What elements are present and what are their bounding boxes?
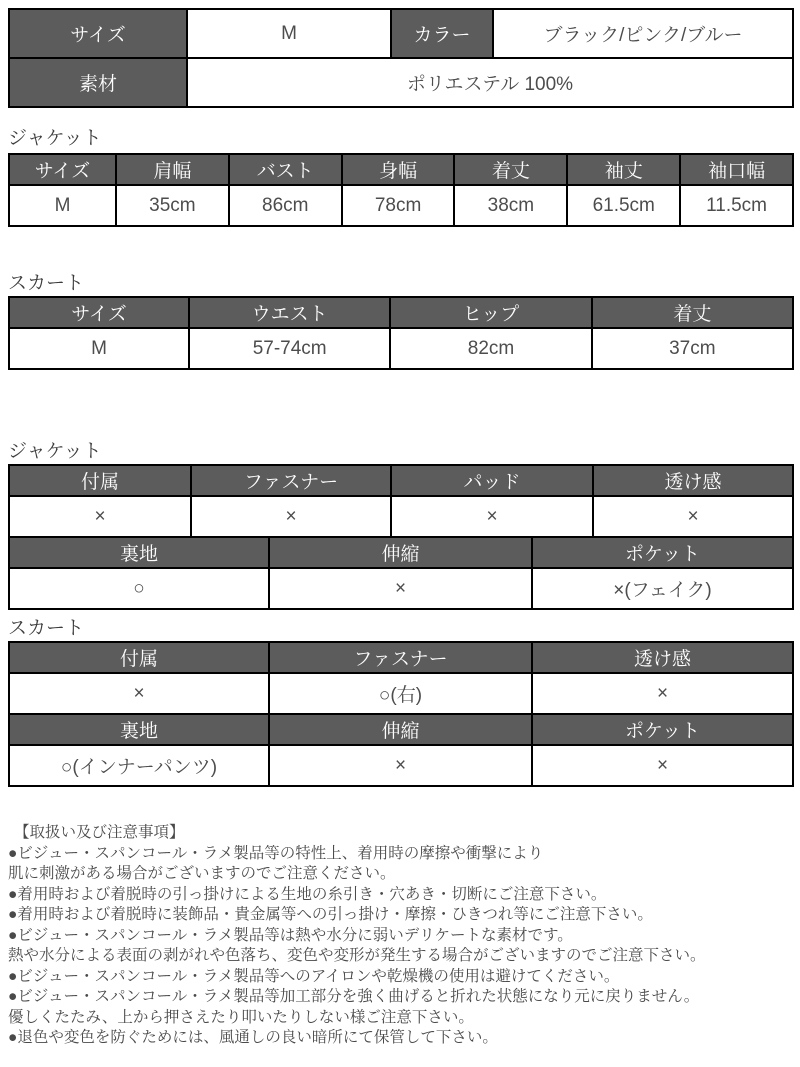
color-header-cell: カラー [391, 9, 493, 58]
header-cell: ポケット [532, 714, 793, 745]
data-cell: ○(インナーパンツ) [9, 745, 269, 786]
header-cell: ウエスト [189, 297, 390, 328]
color-value-cell: ブラック/ピンク/ブルー [493, 9, 793, 58]
jacket-size-table [8, 153, 794, 227]
care-note-line: 優しくたたみ、上から押さえたり叩いたりしない様ご注意下さい。 [8, 1008, 474, 1026]
care-note-line: 熱や水分による表面の剥がれや色落ち、変色や変形が発生する場合がございますのでご注意下さい。 [8, 947, 706, 964]
data-cell: × [9, 496, 191, 537]
header-cell: 肩幅 [116, 154, 229, 185]
care-note-line: ●着用時および着脱時の引っ掛けによる生地の糸引き・穴あき・切断にご注意下さい。 [8, 885, 607, 903]
table-row [9, 745, 793, 786]
jacket-details-section-label: ジャケット [8, 441, 102, 462]
skirt-size-table [8, 296, 794, 370]
header-cell: サイズ [9, 297, 189, 328]
care-notes [8, 823, 793, 1049]
data-cell: 61.5cm [567, 185, 680, 226]
data-cell: 11.5cm [680, 185, 793, 226]
product-info-table [8, 8, 794, 108]
material-header-cell: 素材 [9, 58, 187, 107]
table-row [9, 568, 793, 609]
data-cell: M [9, 328, 189, 369]
data-cell: M [9, 185, 116, 226]
size-header-cell: サイズ [9, 9, 187, 58]
data-cell: ○(右) [269, 673, 532, 714]
data-cell: 37cm [592, 328, 793, 369]
header-cell: 着丈 [454, 154, 567, 185]
care-notes-title: 【取扱い及び注意事項】 [14, 824, 185, 841]
data-cell: × [269, 568, 532, 609]
table-row [9, 58, 793, 107]
jacket-details-table [8, 464, 794, 538]
header-cell: ファスナー [191, 465, 391, 496]
table-row [9, 537, 793, 568]
table-row [9, 328, 793, 369]
data-cell: × [391, 496, 593, 537]
care-note-line: ●ビジュー・スパンコール・ラメ製品等へのアイロンや乾燥機の使用は避けてください。 [8, 967, 620, 985]
size-value-cell: M [187, 9, 391, 58]
header-cell: 伸縮 [269, 537, 532, 568]
care-note-line: ●着用時および着脱時に装飾品・貴金属等への引っ掛け・摩擦・ひきつれ等にご注意下さい。 [8, 906, 653, 923]
skirt-details-section-label: スカート [8, 618, 85, 639]
material-value-cell: ポリエステル 100% [187, 58, 793, 107]
header-cell: ヒップ [390, 297, 591, 328]
table-row [9, 9, 793, 58]
table-row [9, 642, 793, 673]
table-row [9, 185, 793, 226]
header-cell: サイズ [9, 154, 116, 185]
table-row [9, 714, 793, 745]
skirt-size-section-label: スカート [8, 273, 85, 294]
header-cell: ファスナー [269, 642, 532, 673]
table-row [9, 465, 793, 496]
table-row [9, 297, 793, 328]
header-cell: ポケット [532, 537, 793, 568]
data-cell: × [269, 745, 532, 786]
care-note-line: ●ビジュー・スパンコール・ラメ製品等は熱や水分に弱いデリケートな素材です。 [8, 926, 573, 944]
header-cell: 裏地 [9, 714, 269, 745]
header-cell: 着丈 [592, 297, 793, 328]
header-cell: バスト [229, 154, 342, 185]
data-cell: × [9, 673, 269, 714]
data-cell: × [532, 673, 793, 714]
header-cell: 透け感 [532, 642, 793, 673]
header-cell: 裏地 [9, 537, 269, 568]
care-note-line: 肌に刺激がある場合がございますのでご注意ください。 [8, 865, 396, 882]
header-cell: 透け感 [593, 465, 793, 496]
jacket-details-table-2 [8, 536, 794, 610]
care-note-line: ●ビジュー・スパンコール・ラメ製品等の特性上、着用時の摩擦や衝撃により [8, 844, 544, 862]
data-cell: × [532, 745, 793, 786]
header-cell: パッド [391, 465, 593, 496]
data-cell: 78cm [342, 185, 455, 226]
data-cell: ○ [9, 568, 269, 609]
care-note-line: ●退色や変色を防ぐためには、風通しの良い暗所にて保管して下さい。 [8, 1029, 498, 1046]
header-cell: 付属 [9, 465, 191, 496]
table-row [9, 496, 793, 537]
header-cell: 袖口幅 [680, 154, 793, 185]
data-cell: 35cm [116, 185, 229, 226]
data-cell: ×(フェイク) [532, 568, 793, 609]
skirt-details-table [8, 641, 794, 787]
header-cell: 身幅 [342, 154, 455, 185]
data-cell: 86cm [229, 185, 342, 226]
data-cell: 57-74cm [189, 328, 390, 369]
table-row [9, 154, 793, 185]
data-cell: × [593, 496, 793, 537]
data-cell: 38cm [454, 185, 567, 226]
data-cell: × [191, 496, 391, 537]
data-cell: 82cm [390, 328, 591, 369]
jacket-size-section-label: ジャケット [8, 128, 102, 149]
header-cell: 伸縮 [269, 714, 532, 745]
header-cell: 袖丈 [567, 154, 680, 185]
care-note-line: ●ビジュー・スパンコール・ラメ製品等加工部分を強く曲げると折れた状態になり元に戻りません。 [8, 988, 700, 1005]
header-cell: 付属 [9, 642, 269, 673]
table-row [9, 673, 793, 714]
